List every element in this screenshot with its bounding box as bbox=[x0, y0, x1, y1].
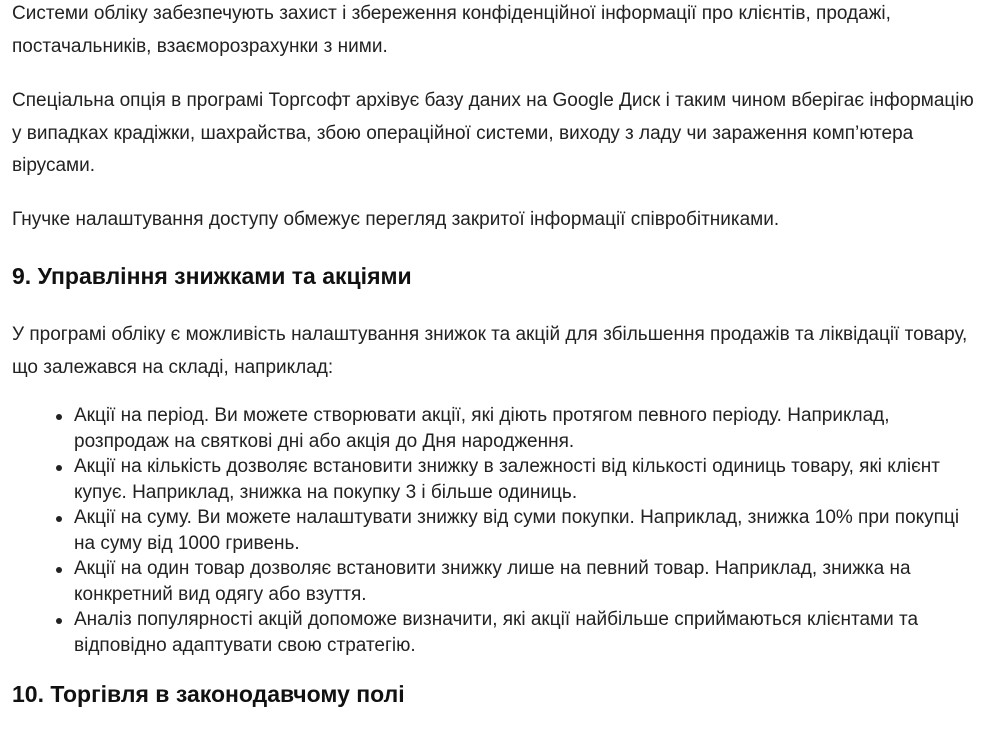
section-9-intro: У програмі обліку є можливість налаштування знижок та акцій для збільшення продажів та ліквідації товару, що залежався на складі, наприклад: bbox=[12, 324, 968, 378]
promotions-list bbox=[0, 403, 980, 658]
list-item bbox=[74, 454, 980, 505]
list-item-text: Акції на один товар дозволяє встановити знижку лише на певний товар. Наприклад, знижка на конкретний вид одягу або взуття. bbox=[74, 558, 911, 605]
paragraph-backup: Спеціальна опція в програмі Торгсофт архівує базу даних на Google Диск і таким чином вберігає інформацію у випадках крадіжки, шахрайства, збою операційної системи, виходу з ладу чи зараження комп’ютера вірусами. bbox=[12, 90, 974, 176]
bullet-icon bbox=[56, 465, 62, 471]
list-item-text: Акції на суму. Ви можете налаштувати знижку від суми покупки. Наприклад, знижка 10% при покупці на суму від 1000 гривень. bbox=[74, 507, 960, 554]
section-9-heading: 9. Управління знижками та акціями bbox=[12, 263, 412, 289]
list-item-text: Акції на кількість дозволяє встановити знижку в залежності від кількості одиниць товару, які клієнт купує. Наприклад, знижка на покупку 3 і більше одиниць. bbox=[74, 456, 940, 503]
list-item bbox=[74, 556, 980, 607]
bullet-icon bbox=[56, 618, 62, 624]
list-item-text: Акції на період. Ви можете створювати акції, які діють протягом певного періоду. Наприклад, розпродаж на святкові дні або акція до Дня народження. bbox=[74, 405, 890, 452]
paragraph-data-protection: Системи обліку забезпечують захист і збереження конфіденційної інформації про клієнтів, продажі, постачальників, взаєморозрахунки з ними. bbox=[12, 3, 891, 57]
section-10-heading: 10. Торгівля в законодавчому полі bbox=[12, 681, 405, 707]
bullet-icon bbox=[56, 414, 62, 420]
list-item-text: Аналіз популярності акцій допоможе визначити, які акції найбільше сприймаються клієнтами та відповідно адаптувати свою стратегію. bbox=[74, 609, 919, 656]
paragraph-access: Гнучке налаштування доступу обмежує перегляд закритої інформації співробітниками. bbox=[12, 209, 780, 230]
list-item bbox=[74, 403, 980, 454]
bullet-icon bbox=[56, 516, 62, 522]
bullet-icon bbox=[56, 567, 62, 573]
list-item bbox=[74, 505, 980, 556]
list-item bbox=[74, 607, 980, 658]
